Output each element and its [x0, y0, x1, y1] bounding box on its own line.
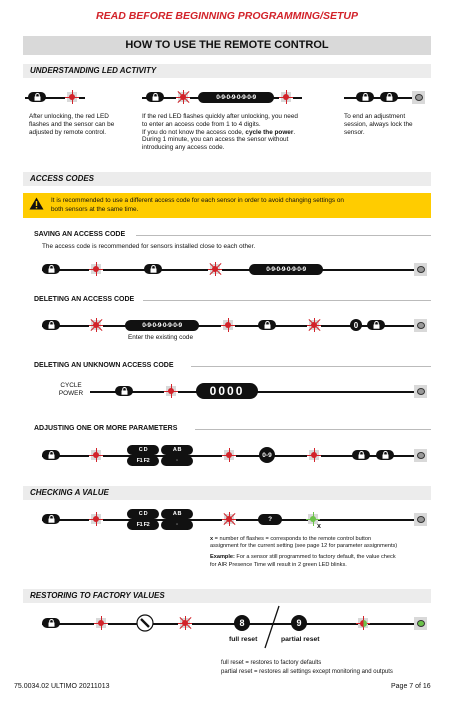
led-off-icon: [414, 263, 427, 276]
lock-button-icon: [42, 320, 60, 330]
magnet-tool-icon: [136, 614, 154, 632]
x-mark: x: [317, 523, 321, 530]
lock-button-icon: [144, 264, 162, 274]
adjusting-heading: ADJUSTING ONE OR MORE PARAMETERS: [34, 425, 178, 432]
led-col2-text: If the red LED flashes quickly after unlocking, you need to enter an access code from 1 to 4 digits. If you do not know the access code, cycle the power. During 1 minute, you can access the sensor without introducing any access code.: [142, 113, 298, 152]
lock-button-icon: [146, 92, 164, 102]
led-col1-text: After unlocking, the red LED flashes and the sensor can be adjusted by remote control.: [29, 113, 115, 136]
red-led-blink-icon: [94, 616, 108, 630]
access-code-digits-icon: 0-9·0-9·0-9·0-9: [249, 264, 323, 275]
section-check-heading: CHECKING A VALUE: [23, 486, 431, 500]
parameter-buttons-icon: [127, 445, 195, 467]
full-reset-button-icon: 8: [234, 615, 250, 631]
green-led-on-icon: [414, 617, 427, 630]
red-led-blink-icon: [221, 318, 235, 332]
zeros-code-icon: 0 0 0 0: [196, 383, 258, 399]
red-led-fast-blink-icon: [89, 318, 103, 332]
divider: [143, 300, 431, 301]
section-led-heading: UNDERSTANDING LED ACTIVITY: [23, 64, 431, 78]
section-codes-heading: ACCESS CODES: [23, 172, 431, 186]
param-button-dot: ·: [161, 520, 193, 530]
section-restore-heading: RESTORING TO FACTORY VALUES: [23, 589, 431, 603]
lock-button-icon: [28, 92, 46, 102]
warning-box: It is recommended to use a different access code for each sensor in order to avoid changing settings on both sensors at the same time.: [23, 193, 431, 218]
param-button-cd: C D: [127, 509, 159, 519]
red-led-fast-blink-icon: [176, 90, 190, 104]
red-led-blink-icon: [307, 448, 321, 462]
param-button-f1f2: F1 F2: [127, 520, 159, 530]
led-col3-text: To end an adjustment session, always lock the sensor.: [344, 113, 413, 136]
divider: [191, 366, 431, 367]
page-title: HOW TO USE THE REMOTE CONTROL: [23, 36, 431, 55]
lock-button-icon: [352, 450, 370, 460]
slash-divider: [262, 604, 282, 650]
lock-button-icon: [376, 450, 394, 460]
red-led-fast-blink-icon: [178, 616, 192, 630]
digit-zero-button-icon: 0: [350, 319, 362, 331]
red-green-led-icon: [356, 616, 370, 630]
top-title: READ BEFORE BEGINNING PROGRAMMING/SETUP: [96, 10, 358, 22]
divider: [136, 235, 431, 236]
saving-heading: SAVING AN ACCESS CODE: [34, 231, 126, 238]
access-code-digits-icon: 0-9·0-9·0-9·0-9: [125, 320, 199, 331]
red-led-blink-icon: [89, 512, 103, 526]
led-off-icon: [414, 449, 427, 462]
range-button-icon: 0-9: [259, 447, 275, 463]
partial-reset-label: partial reset: [281, 636, 320, 643]
divider: [195, 429, 431, 430]
lock-button-icon: [115, 386, 133, 396]
param-button-ab: A B: [161, 445, 193, 455]
lock-button-icon: [367, 320, 385, 330]
deleting-unknown-heading: DELETING AN UNKNOWN ACCESS CODE: [34, 362, 174, 369]
deleting-heading: DELETING AN ACCESS CODE: [34, 296, 135, 303]
red-led-blink-icon: [222, 448, 236, 462]
red-led-blink-icon: [89, 448, 103, 462]
param-button-ab: A B: [161, 509, 193, 519]
red-led-blink-icon: [65, 90, 79, 104]
red-led-blink-icon: [164, 384, 178, 398]
check-notes: x = number of flashes = corresponds to the remote control button assignment for the current setting (see page 12 for parameter assignments) Example: For a sensor still programmed to factory default, the value check for AIR Presence Time will result in 2 green LED blinks.: [210, 536, 398, 568]
question-button-icon: ?: [258, 514, 282, 525]
lock-button-icon: [258, 320, 276, 330]
restore-notes: full reset = restores to factory defaults partial reset = restores all settings except monitoring and outputs: [221, 660, 393, 675]
lock-button-icon: [42, 514, 60, 524]
lock-button-icon: [42, 618, 60, 628]
red-led-blink-icon: [89, 262, 103, 276]
access-code-digits-icon: 0-9·0-9·0-9·0-9: [198, 92, 274, 103]
warning-icon: [29, 197, 44, 210]
led-off-icon: [414, 513, 427, 526]
lock-button-icon: [356, 92, 374, 102]
param-button-f1f2: F1 F2: [127, 456, 159, 466]
param-button-cd: C D: [127, 445, 159, 455]
parameter-buttons-icon: [127, 509, 195, 531]
red-led-blink-icon: [279, 90, 293, 104]
full-reset-label: full reset: [229, 636, 258, 643]
red-led-fast-blink-icon: [307, 318, 321, 332]
lock-button-icon: [42, 450, 60, 460]
lock-button-icon: [380, 92, 398, 102]
partial-reset-button-icon: 9: [291, 615, 307, 631]
led-off-icon: [412, 91, 425, 104]
led-off-icon: [414, 385, 427, 398]
enter-existing-label: Enter the existing code: [128, 334, 194, 341]
red-led-fast-blink-icon: [208, 262, 222, 276]
page-number: Page 7 of 16: [391, 683, 431, 690]
lock-button-icon: [42, 264, 60, 274]
doc-reference: 75.0034.02 ULTIMO 20211013: [14, 683, 110, 690]
param-button-dot: ·: [161, 456, 193, 466]
led-off-icon: [414, 319, 427, 332]
saving-note: The access code is recommended for sensors installed close to each other.: [42, 243, 256, 250]
cycle-power-label: CYCLE POWER: [58, 382, 84, 397]
red-led-fast-blink-icon: [222, 512, 236, 526]
